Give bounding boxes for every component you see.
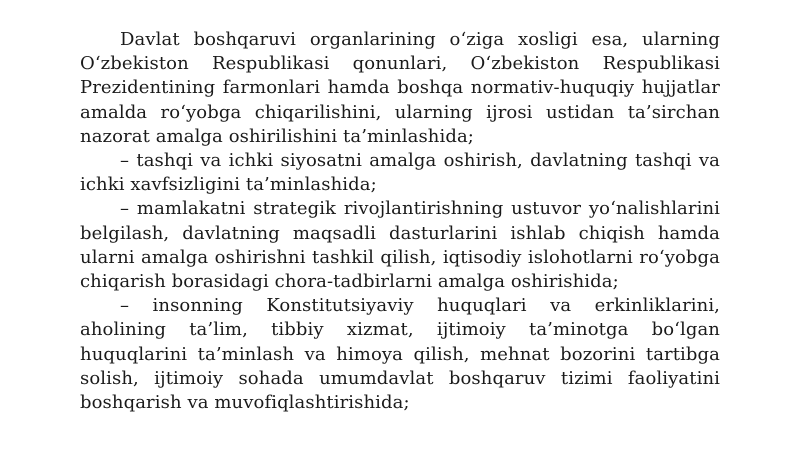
paragraph-human-rights: – insonning Konstitutsiyaviy huquqlari va erkinliklarini, aholining ta’lim, tibbiy xizmat, ijtimoiy ta’minotga bo‘lgan huquqlarini ta’minlash va himoya qilish, mehnat bozorini tartibga solish, ijtimoiy sohada umumdavlat boshqaruv tizimi faoliyatini boshqarish va muvofiqlashtirishida; xyxy=(80,295,720,414)
document-page xyxy=(80,28,720,415)
paragraph-intro: Davlat boshqaruvi organlarining o‘ziga xosligi esa, ularning O‘zbekiston Respublikasi qonunlari, O‘zbekiston Respublikasi Prezidentining farmonlari hamda boshqa normativ-huquqiy hujjatlar amalda ro‘yobga chiqarilishini, ularning ijrosi ustidan ta’sirchan nazorat amalga oshirilishini ta’minlashida; xyxy=(80,29,720,147)
paragraph-foreign-policy: – tashqi va ichki siyosatni amalga oshirish, davlatning tashqi va ichki xavfsizligini ta’minlashida; xyxy=(80,150,720,196)
paragraph-strategic-development: – mamlakatni strategik rivojlantirishning ustuvor yo‘nalishlarini belgilash, davlatning maqsadli dasturlarini ishlab chiqish hamda ularni amalga oshirishni tashkil qilish, iqtisodiy islohotlarni ro‘yobga chiqarish borasidagi chora-tadbirlarni amalga oshirishida; xyxy=(80,198,720,293)
